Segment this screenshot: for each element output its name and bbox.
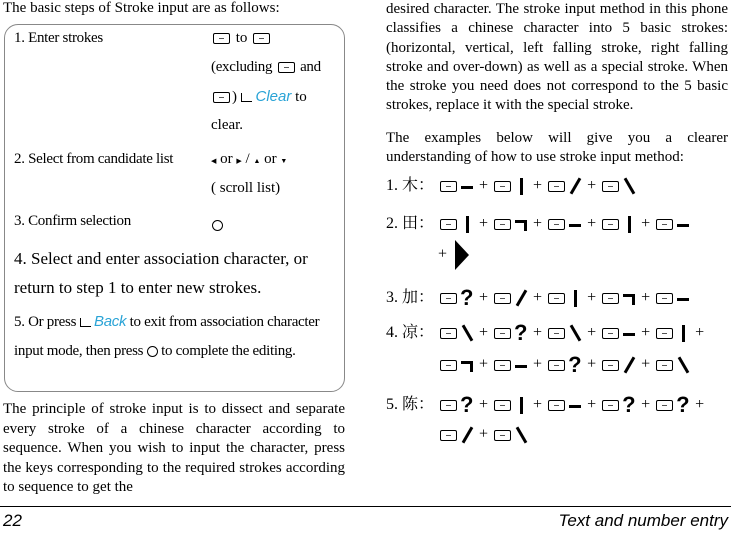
key-2-icon [494,181,511,192]
key-7-icon [213,92,230,103]
key-3-icon [494,293,511,304]
back-label: Back [94,313,127,330]
right-paragraph: desired character. The stroke input method in this phone classifies a chinese character into 5 basic strokes: (horizontal, vertical, left falling stroke, right falling stroke and over-down) as well as a special stroke. When the stroke you need does not correspond to the 5 basic strokes, replace it with the special stroke. [386,1,728,114]
key-2-icon [602,219,619,230]
key-2-icon [656,328,673,339]
step-2-or1: or [220,151,233,167]
key-3-icon [278,62,295,73]
intro-text: The basic steps of Stroke input are as follows: [3,0,280,16]
stroke-left-falling-icon [513,287,529,309]
section-title: Text and number entry [558,511,728,530]
plus: + [587,324,597,341]
plus: + [479,215,489,232]
step-5-text [14,307,340,366]
plus: + [479,355,489,373]
plus: + [641,289,651,306]
example-4-cont [438,354,691,376]
key-4-icon [602,181,619,192]
softkey-left-icon [241,93,252,102]
stroke-vertical-icon [459,213,475,235]
stroke-over-down-icon [459,354,475,376]
step-5-c: to complete the editing. [161,343,296,359]
key-4-icon [440,328,457,339]
example-5 [386,391,704,416]
plus: + [587,289,597,306]
stroke-over-down-icon [621,287,637,309]
nav-right-icon: ▶ [236,157,242,165]
key-3-icon [440,430,457,441]
plus: + [533,355,543,373]
example-1 [386,172,637,197]
plus: + [533,396,543,413]
plus: + [587,355,597,373]
step-3-label: 3. Confirm selection [14,213,131,229]
key-1-icon [656,219,673,230]
plus: + [641,396,651,413]
example-3 [386,284,691,309]
softkey-left-icon [80,318,91,327]
key-6-icon [548,360,565,371]
stroke-special-icon [621,394,637,416]
key-1-icon [548,400,565,411]
nav-left-icon: ◀ [211,157,217,165]
plus: + [479,396,489,413]
stroke-vertical-icon [567,287,583,309]
key-4-icon [656,360,673,371]
example-4-label: 4. 凉： [386,324,435,341]
stroke-horizontal-icon [567,213,583,235]
ok-key-icon [212,220,223,231]
page-number: 22 [3,511,22,530]
plus: + [641,324,651,341]
example-5-label: 5. 陈： [386,396,435,413]
stroke-left-falling-icon [621,354,637,376]
key-2-icon [440,219,457,230]
examples-intro: The examples below will give you a clearer understanding of how to use stroke input method: [386,130,728,166]
plus: + [479,425,489,443]
plus: + [533,177,543,194]
plus: + [438,245,448,263]
key-2-icon [213,33,230,44]
arrow-right-icon [455,240,469,270]
step-2-keys [211,151,287,168]
key-5-icon [440,360,457,371]
step-2-or2: or [264,151,277,167]
stroke-special-icon [459,394,475,416]
plus: + [533,289,543,306]
stroke-right-falling-icon [513,424,529,446]
key-6-icon [440,293,457,304]
key-4-icon [494,430,511,441]
stroke-horizontal-icon [459,175,475,197]
stroke-horizontal-icon [675,213,691,235]
example-5-cont [438,424,529,446]
key-6-icon [602,400,619,411]
stroke-right-falling-icon [459,322,475,344]
key-3-icon [548,181,565,192]
key-5-icon [494,219,511,230]
stroke-horizontal-icon [675,287,691,309]
stroke-horizontal-icon [513,354,529,376]
ok-key-icon [147,346,158,357]
key-6-icon [656,400,673,411]
stroke-right-falling-icon [675,354,691,376]
plus: + [479,177,489,194]
plus: + [641,355,651,373]
plus: + [533,215,543,232]
example-2-label: 2. 田： [386,215,435,232]
nav-up-icon: ▲ [253,157,261,165]
step-2-slash: / [245,151,250,167]
stroke-left-falling-icon [567,175,583,197]
example-2-cont [438,240,469,270]
key-4-icon [548,328,565,339]
key-1-icon [548,293,565,304]
key-6-icon [440,400,457,411]
step-1-clear: ) Clear to [211,88,307,106]
step-3-ok [212,216,223,234]
key-9-icon [253,33,270,44]
step-1-keys [211,30,272,47]
key-1-icon [494,360,511,371]
step-4-text: 4. Select and enter association character, or return to step 1 to enter new strokes. [14,249,308,297]
plus: + [479,289,489,306]
example-3-label: 3. 加： [386,289,435,306]
clear-label: Clear [255,88,292,105]
stroke-right-falling-icon [567,322,583,344]
step-2-scroll: ( scroll list) [211,180,281,196]
step-1-and: and [300,59,321,75]
left-paragraph: The principle of stroke input is to dissect and separate every stroke of a chinese character according to sequence. When you wish to input the character, press the keys corresponding to the required strokes according to sequence to get the [3,401,345,495]
step-1-to2: to [295,89,307,105]
stroke-special-icon [513,322,529,344]
step-1-clear-end: clear. [211,117,244,133]
step-1-label: 1. Enter strokes [14,30,103,46]
example-2 [386,210,691,235]
stroke-over-down-icon [513,213,529,235]
key-6-icon [494,328,511,339]
stroke-left-falling-icon [459,424,475,446]
stroke-special-icon [459,287,475,309]
stroke-right-falling-icon [621,175,637,197]
plus: + [587,215,597,232]
stroke-vertical-icon [513,175,529,197]
stroke-vertical-icon [621,213,637,235]
key-3-icon [602,360,619,371]
key-1-icon [602,328,619,339]
footer-rule [0,506,731,507]
stroke-horizontal-icon [567,394,583,416]
step-2-label: 2. Select from candidate list [14,151,174,167]
stroke-horizontal-icon [621,322,637,344]
plus: + [533,324,543,341]
nav-down-icon: ▼ [280,157,288,165]
step-1-excluding-label: (excluding [211,59,273,75]
plus: + [479,324,489,341]
plus: + [587,396,597,413]
plus: + [695,324,705,341]
step-1-excluding [211,59,321,76]
plus: + [641,215,651,232]
key-1-icon [548,219,565,230]
step-1-to: to [235,30,248,46]
stroke-special-icon [675,394,691,416]
key-1-icon [440,181,457,192]
key-1-icon [656,293,673,304]
example-4 [386,319,704,344]
plus: + [587,177,597,194]
stroke-vertical-icon [513,394,529,416]
plus: + [695,396,705,413]
step-5-a: 5. Or press [14,314,77,330]
key-2-icon [494,400,511,411]
example-1-label: 1. 木： [386,177,435,194]
stroke-vertical-icon [675,322,691,344]
step-5-b: to exit from association character input mode, then press [14,314,320,359]
stroke-special-icon [567,354,583,376]
key-5-icon [602,293,619,304]
